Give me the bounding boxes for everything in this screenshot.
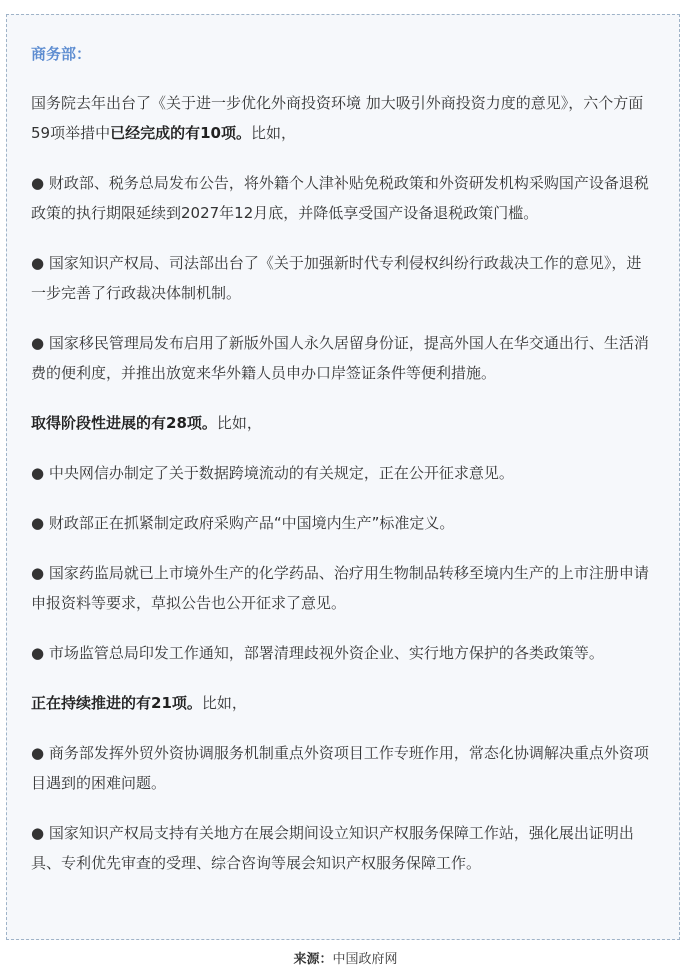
bullet-item [31, 458, 655, 488]
bullet-item [31, 168, 655, 228]
bullet-item [31, 248, 655, 308]
progress-heading [31, 408, 655, 438]
progress-bold: 取得阶段性进展的有28项。 [31, 414, 217, 432]
bullet-text: 国家知识产权局、司法部出台了《关于加强新时代专利侵权纠纷行政裁决工作的意见》，进一步完善了行政裁决体制机制。 [31, 254, 642, 302]
intro-bold: 已经完成的有10项。 [110, 124, 251, 142]
progress-suffix: 比如， [216, 414, 262, 432]
bullet-dot: ● [31, 254, 45, 272]
bullet-item [31, 328, 655, 388]
bullet-dot: ● [31, 564, 45, 582]
bullet-text: 国家移民管理局发布启用了新版外国人永久居留身份证，提高外国人在华交通出行、生活消费的便利度，并推出放宽来华外籍人员申办口岸签证条件等便利措施。 [31, 334, 649, 382]
bullet-item [31, 638, 655, 668]
ongoing-bold: 正在持续推进的有21项。 [31, 694, 202, 712]
bullet-text: 财政部正在抓紧制定政府采购产品“中国境内生产”标准定义。 [48, 514, 455, 532]
bullet-dot: ● [31, 514, 45, 532]
bullet-item [31, 558, 655, 618]
content-box [6, 14, 680, 940]
source-label: 来源： [293, 952, 333, 967]
bullet-dot: ● [31, 174, 45, 192]
bullet-dot: ● [31, 644, 45, 662]
bullet-dot: ● [31, 824, 45, 842]
bullet-text: 财政部、税务总局发布公告，将外籍个人津补贴免税政策和外资研发机构采购国产设备退税政策的执行期限延续到2027年12月底，并降低享受国产设备退税政策门槛。 [31, 174, 649, 222]
bullet-text: 市场监管总局印发工作通知，部署清理歧视外资企业、实行地方保护的各类政策等。 [48, 644, 604, 662]
content-inner [31, 43, 655, 898]
bullet-text: 国家知识产权局支持有关地方在展会期间设立知识产权服务保障工作站，强化展出证明出具、专利优先审查的受理、综合咨询等展会知识产权服务保障工作。 [31, 824, 634, 872]
ongoing-suffix: 比如， [201, 694, 247, 712]
intro-suffix: 比如， [250, 124, 296, 142]
section-heading: 商务部： [31, 45, 92, 63]
bullet-text: 国家药监局就已上市境外生产的化学药品、治疗用生物制品转移至境内生产的上市注册申请申报资料等要求，草拟公告也公开征求了意见。 [31, 564, 649, 612]
bullet-item [31, 508, 655, 538]
source-footer [0, 950, 691, 970]
ongoing-heading [31, 688, 655, 718]
bullet-dot: ● [31, 744, 45, 762]
bullet-dot: ● [31, 464, 45, 482]
bullet-text: 中央网信办制定了关于数据跨境流动的有关规定，正在公开征求意见。 [48, 464, 514, 482]
bullet-item [31, 738, 655, 798]
bullet-dot: ● [31, 334, 45, 352]
source-name: 中国政府网 [332, 952, 398, 967]
bullet-item [31, 818, 655, 878]
bullet-text: 商务部发挥外贸外资协调服务机制重点外资项目工作专班作用，常态化协调解决重点外资项目遇到的困难问题。 [31, 744, 649, 792]
intro-text: 国务院去年出台了《关于进一步优化外商投资环境 加大吸引外商投资力度的意见》，六个方面59项举措中 [31, 94, 644, 142]
intro-paragraph [31, 88, 655, 148]
